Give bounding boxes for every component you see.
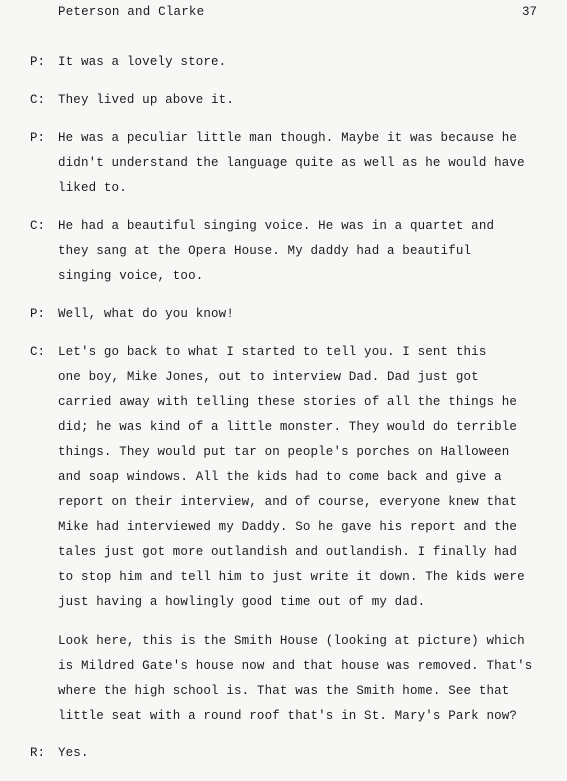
transcript-line: Yes. [58,746,89,760]
transcript-line: did; he was kind of a little monster. They would do terrible [58,420,518,434]
transcript-line: Let's go back to what I started to tell you. I sent this [58,345,487,359]
transcript-line: Mike had interviewed my Daddy. So he gave his report and the [58,520,518,534]
speaker-label: C: [30,345,46,359]
transcript-line: tales just got more outlandish and outlandish. I finally had [58,545,518,559]
transcript-line: report on their interview, and of course, everyone knew that [58,495,518,509]
transcript-line: and soap windows. All the kids had to come back and give a [58,470,502,484]
transcript-line: Look here, this is the Smith House (looking at picture) which [58,634,525,648]
page-number: 37 [522,5,538,19]
transcript-line: where the high school is. That was the Smith home. See that [58,684,510,698]
speaker-label: R: [30,746,46,760]
speaker-label: C: [30,219,46,233]
speaker-label: P: [30,131,46,145]
transcript-line: singing voice, too. [58,269,204,283]
transcript-line: didn't understand the language quite as well as he would have [58,156,525,170]
transcript-line: They lived up above it. [58,93,234,107]
transcript-line: He had a beautiful singing voice. He was in a quartet and [58,219,495,233]
running-header-names: Peterson and Clarke [58,5,205,19]
transcript-line: He was a peculiar little man though. Maybe it was because he [58,131,518,145]
speaker-label: P: [30,307,46,321]
transcript-line: they sang at the Opera House. My daddy had a beautiful [58,244,472,258]
transcript-line: things. They would put tar on people's porches on Halloween [58,445,510,459]
transcript-line: carried away with telling these stories of all the things he [58,395,518,409]
transcript-line: just having a howlingly good time out of my dad. [58,595,426,609]
transcript-line: Well, what do you know! [58,307,234,321]
speaker-label: P: [30,55,46,69]
transcript-line: liked to. [58,181,127,195]
transcript-line: It was a lovely store. [58,55,227,69]
transcript-line: to stop him and tell him to just write it down. The kids were [58,570,525,584]
speaker-label: C: [30,93,46,107]
transcript-line: one boy, Mike Jones, out to interview Dad. Dad just got [58,370,479,384]
transcript-line: little seat with a round roof that's in St. Mary's Park now? [58,709,518,723]
transcript-line: is Mildred Gate's house now and that house was removed. That's [58,659,533,673]
